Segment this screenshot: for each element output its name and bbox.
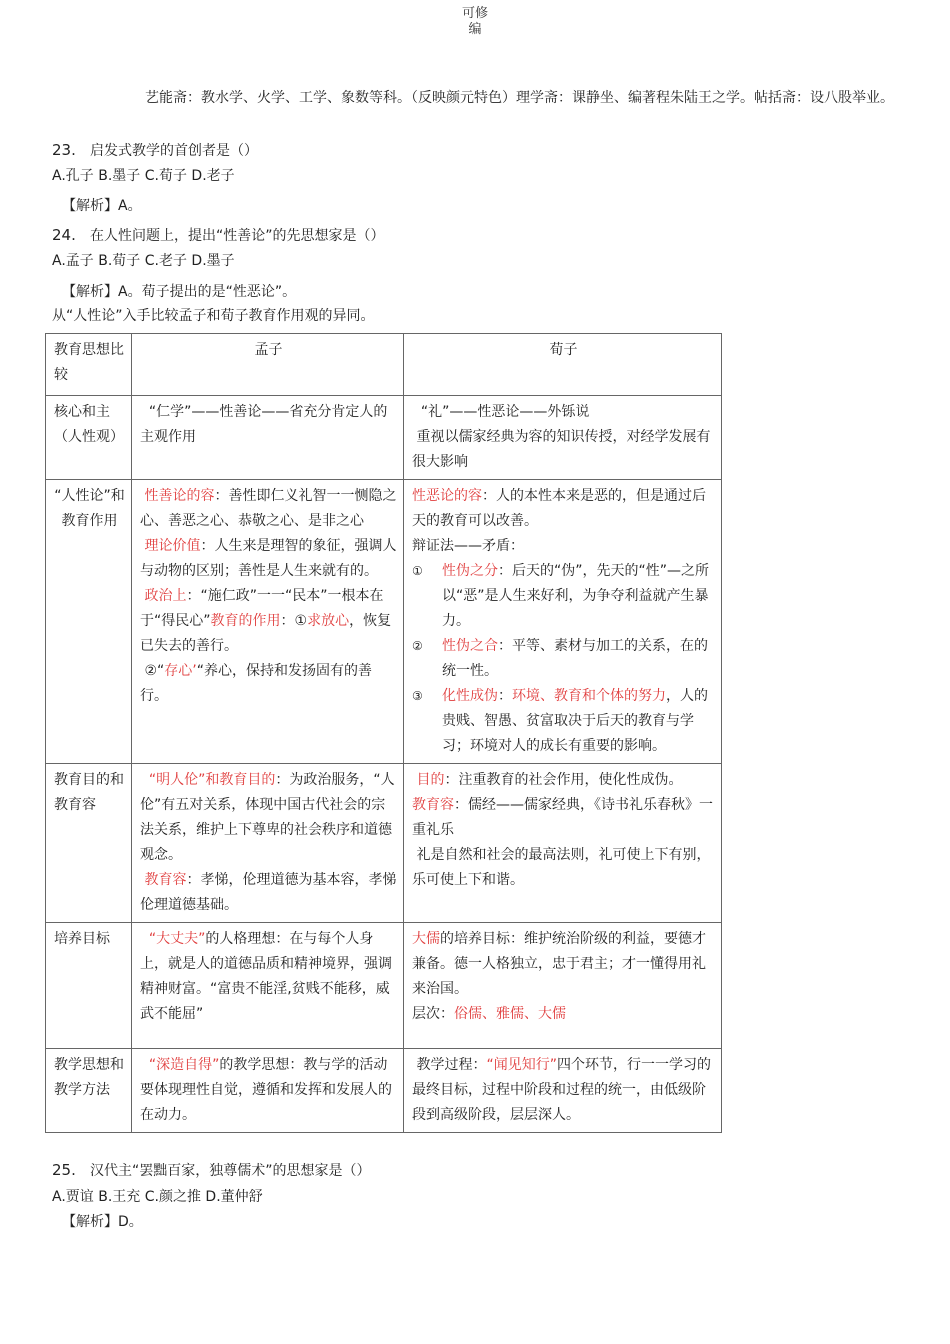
- header-line-1: 可修: [461, 6, 488, 21]
- intro-paragraph: 艺能斋：教水学、火学、工学、象数等科。（反映颜元特色）理学斋：课静坐、编著程朱陆王之学。帖括斋：设八股举业。: [145, 90, 894, 106]
- cell-text: 大儒的培养目标：维护统治阶级的利益，要德才兼备。德一人格独立，忠于君主；才一懂得用礼来治国。: [412, 931, 706, 997]
- cell-text: 性恶论的容：人的本性本来是恶的，但是通过后天的教育可以改善。: [412, 488, 706, 529]
- cell-text: 性善论的容：善性即仁义礼智一一恻隐之心、善恶之心、恭敬之心、是非之心: [140, 488, 397, 529]
- cell-text: 层次：俗儒、雅儒、大儒: [412, 1006, 566, 1022]
- row-topic-core: 核心和主（人性观）: [46, 396, 132, 480]
- cell-text: 政治上：“施仁政”一一“民本”一根本在于“得民心”教育的作用：①求放心，恢复已失去的善行。: [140, 588, 392, 654]
- cell-text: “仁学”——性善论——省充分肯定人的主观作用: [140, 404, 388, 445]
- header-cell-mencius: 孟子: [132, 334, 404, 396]
- list-item: ② 性伪之合：平等、素材与加工的关系，在的统一性。: [412, 638, 708, 679]
- cell-text: “深造自得”的教学思想：教与学的活动要体现理性自觉，遵循和发挥和发展人的在动力。: [140, 1057, 392, 1123]
- cell-text: “明人伦”和教育目的：为政治服务，“人伦”有五对关系，体现中国古代社会的宗法关系，维护上下尊卑的社会秩序和道德观念。: [140, 772, 395, 863]
- question-23-options: A.孔子 B.墨子 C.荀子 D.老子: [52, 168, 235, 184]
- question-23-analysis: 【解析】A。: [62, 198, 142, 214]
- cell-text: 教育容：儒经——儒家经典，《诗书礼乐春秋》一重礼乐: [412, 797, 713, 838]
- cell-mencius-teaching: [132, 1049, 404, 1133]
- question-stem: 汉代主“罢黜百家，独尊儒术”的思想家是（）: [90, 1163, 371, 1179]
- cell-text: 教育容：孝悌，伦理道德为基本容，孝悌伦理道德基础。: [140, 872, 397, 913]
- question-25-analysis: 【解析】D。: [62, 1214, 143, 1230]
- cell-xunzi-core: [404, 396, 722, 480]
- header-cell-topic: 教育思想比较: [46, 334, 132, 396]
- question-24-analysis: 【解析】A。荀子提出的是“性恶论”。: [62, 284, 297, 300]
- table-row: [46, 764, 722, 923]
- cell-xunzi-teaching: [404, 1049, 722, 1133]
- row-topic-human-nature: “人性论”和教育作用: [46, 480, 132, 764]
- question-24-options: A.孟子 B.荀子 C.老子 D.墨子: [52, 253, 235, 269]
- cell-xunzi-aims: [404, 764, 722, 923]
- cell-mencius-human-nature: [132, 480, 404, 764]
- header-line-2: 编: [468, 22, 482, 37]
- row-topic-cultivation-goal: 培养目标: [46, 923, 132, 1049]
- cell-text: “大丈夫”的人格理想：在与每个人身上，就是人的道德品质和精神境界，强调精神财富。“富贵不能淫,贫贱不能移，威武不能屈”: [140, 931, 392, 1022]
- cell-text: 礼是自然和社会的最高法则，礼可使上下有别，乐可使上下和谐。: [412, 847, 711, 888]
- cell-mencius-goal: [132, 923, 404, 1049]
- question-number: 25.: [52, 1161, 76, 1179]
- table-row: [46, 396, 722, 480]
- question-stem: 启发式教学的首创者是（）: [90, 143, 258, 159]
- cell-xunzi-human-nature: [404, 480, 722, 764]
- question-stem: 在人性问题上，提出“性善论”的先思想家是（）: [90, 228, 385, 244]
- table-row: [46, 1049, 722, 1133]
- question-25: [52, 1160, 371, 1181]
- cell-text: 辩证法——矛盾：: [412, 538, 524, 554]
- header-cell-xunzi: 荀子: [404, 334, 722, 396]
- comparison-table: [45, 333, 722, 1133]
- question-number: 24.: [52, 226, 76, 244]
- table-row: [46, 923, 722, 1049]
- question-number: 23.: [52, 141, 76, 159]
- cell-text: 教学过程：“闻见知行”四个环节，行一一学习的最终目标，过程中阶段和过程的统一，由低级阶段到高级阶段，层层深人。: [412, 1057, 711, 1123]
- cell-xunzi-goal: [404, 923, 722, 1049]
- table-row: [46, 480, 722, 764]
- question-24: [52, 225, 385, 246]
- row-topic-aims-content: 教育目的和教育容: [46, 764, 132, 923]
- list-item: ① 性伪之分：后天的“伪”，先天的“性”—之所以“恶”是人生来好利，为争夺利益就产生暴力。: [412, 563, 710, 629]
- comparison-intro: 从“人性论”入手比较孟子和荀子教育作用观的异同。: [52, 308, 375, 324]
- cell-mencius-aims: [132, 764, 404, 923]
- question-23: [52, 140, 258, 161]
- row-topic-teaching: 教学思想和教学方法: [46, 1049, 132, 1133]
- table-header-row: [46, 334, 722, 396]
- cell-text: “礼”——性恶论——外铄说: [420, 404, 590, 420]
- question-25-options: A.贾谊 B.王充 C.颜之推 D.董仲舒: [52, 1189, 263, 1205]
- list-item: ③ 化性成伪：环境、教育和个体的努力，人的贵贱、智愚、贫富取决于后天的教育与学习；环境对人的成长有重要的影响。: [412, 688, 708, 754]
- cell-text: 目的：注重教育的社会作用，使化性成伪。: [416, 772, 683, 788]
- cell-text: ②“存心’“养心，保持和发扬固有的善行。: [140, 663, 372, 704]
- cell-text: 理论价值：人生来是理智的象征，强调人与动物的区别；善性是人生来就有的。: [140, 538, 397, 579]
- cell-text: 重视以儒家经典为容的知识传授，对经学发展有很大影响: [412, 429, 711, 470]
- cell-mencius-core: [132, 396, 404, 480]
- page-header: [0, 6, 950, 38]
